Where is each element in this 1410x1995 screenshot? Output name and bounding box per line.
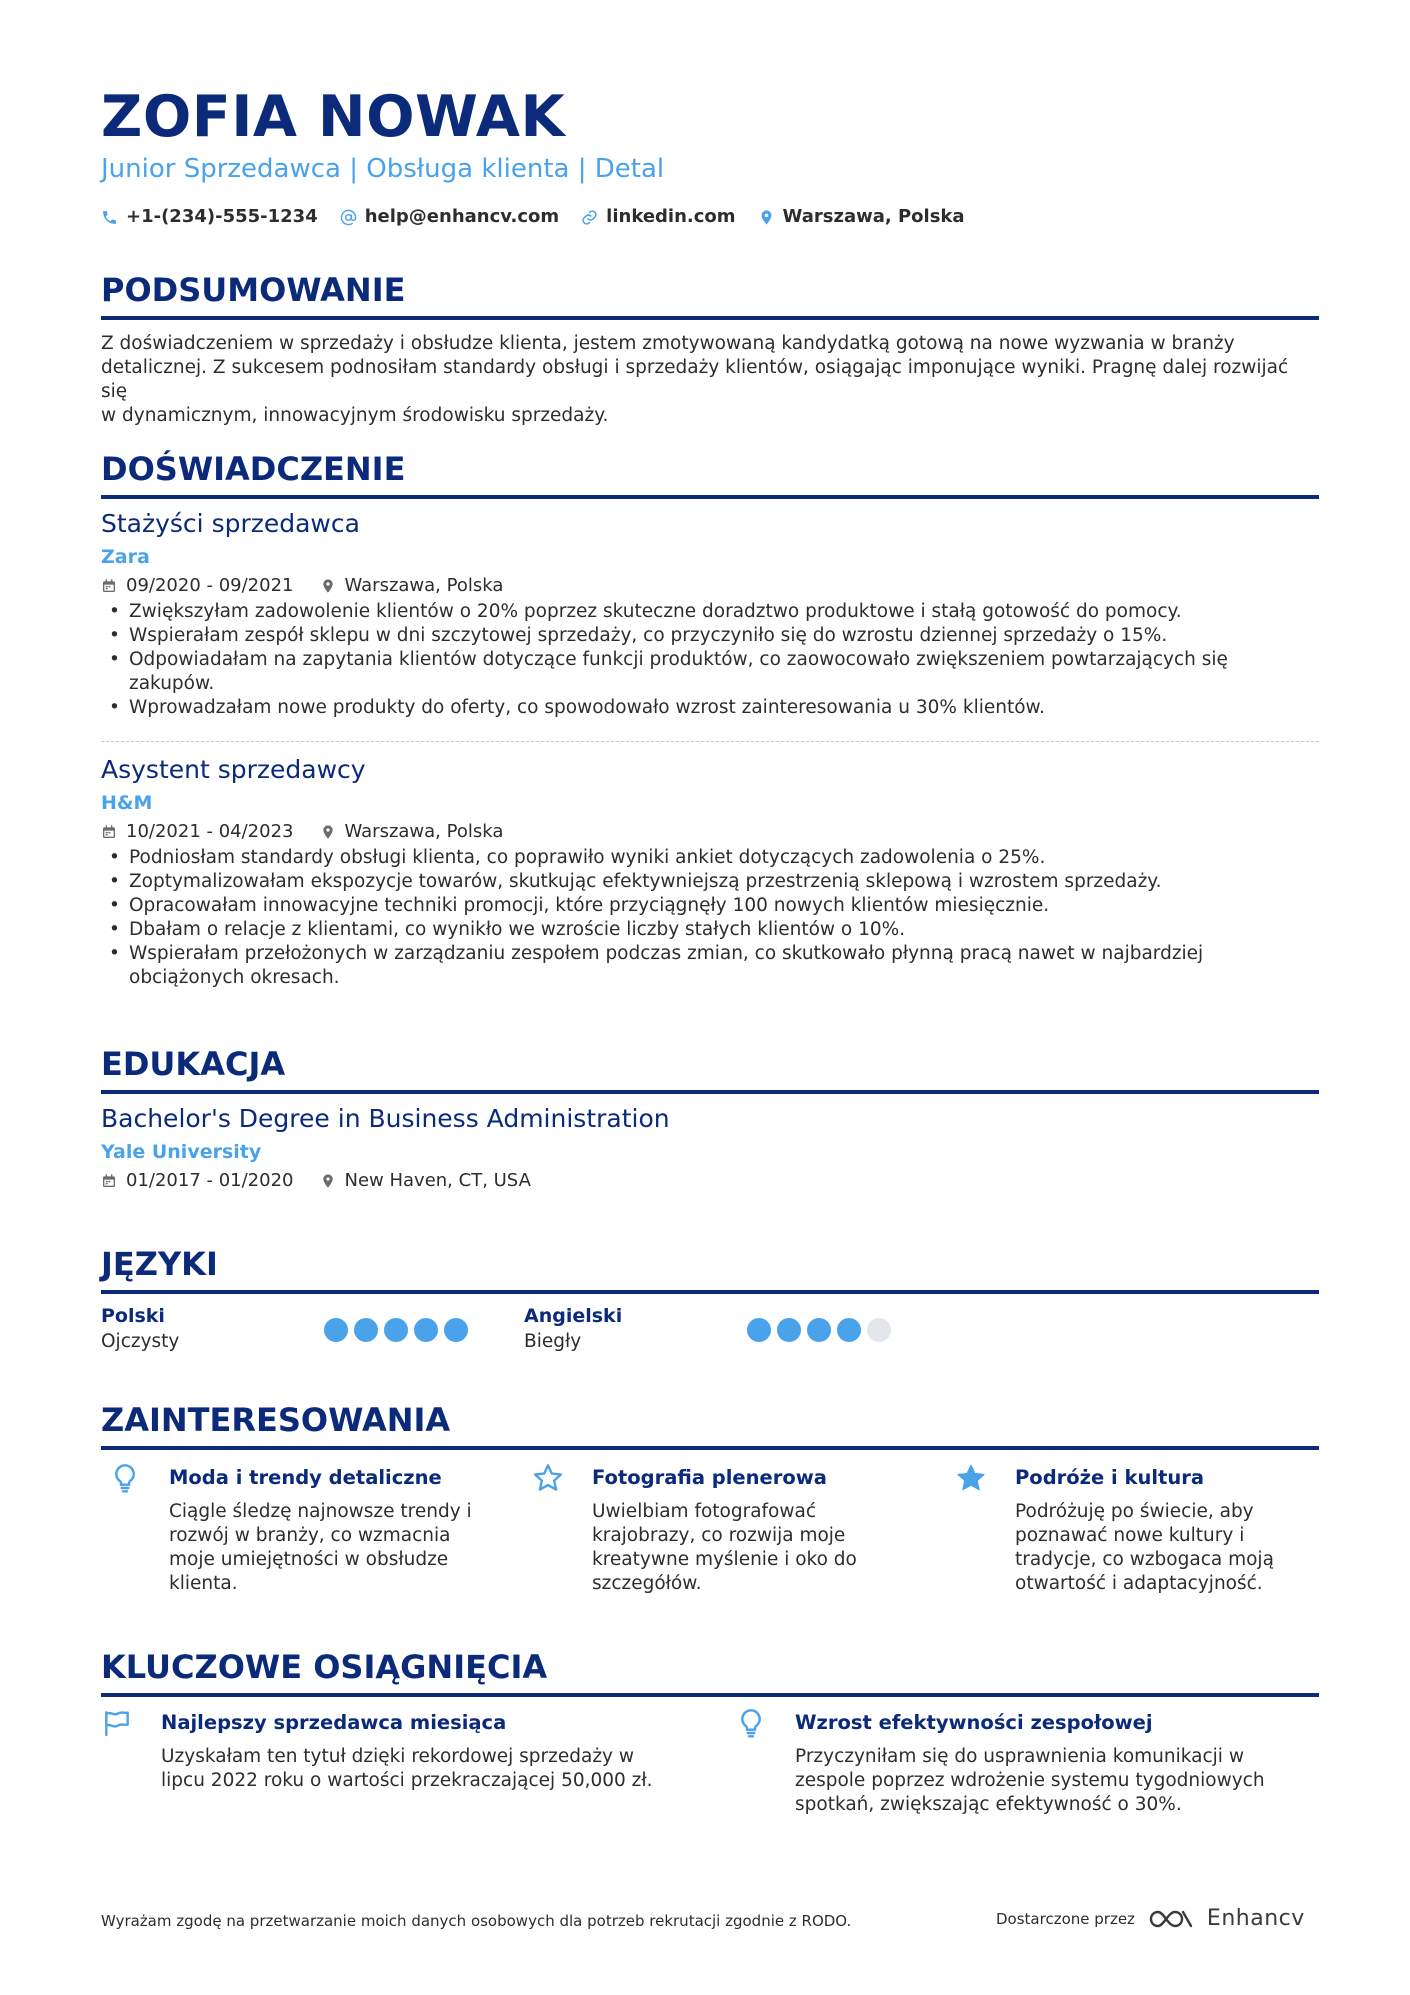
interest-line: rozwój w branży, co wzmacnia bbox=[169, 1525, 451, 1546]
language-name: Angielski bbox=[524, 1305, 623, 1327]
section-title-education: EDUKACJA bbox=[101, 1044, 1319, 1094]
education-entry bbox=[101, 1102, 1319, 1195]
star-outline-icon bbox=[532, 1462, 564, 1494]
job-bullet: • Odpowiadałam na zapytania klientów dotyczące funkcji produktów, co zaowocowało zwiększeniem powtarzających się zakupów. bbox=[101, 648, 1319, 696]
job-company: Zara bbox=[101, 546, 150, 568]
language-rating bbox=[324, 1318, 468, 1342]
rating-dot-filled bbox=[384, 1318, 408, 1342]
education-degree: Bachelor's Degree in Business Administration bbox=[101, 1104, 670, 1133]
achievement-line: Uzyskałam ten tytuł dzięki rekordowej sprzedaży w bbox=[161, 1746, 634, 1767]
contact-email[interactable] bbox=[340, 204, 559, 230]
language-level: Ojczysty bbox=[101, 1331, 180, 1352]
rating-dot-filled bbox=[414, 1318, 438, 1342]
interest-line: Uwielbiam fotografować bbox=[592, 1501, 817, 1522]
contact-phone[interactable] bbox=[101, 204, 318, 230]
job-location-text: Warszawa, Polska bbox=[344, 821, 504, 842]
job-company: H&M bbox=[101, 792, 153, 814]
job-dates bbox=[101, 572, 294, 600]
interest-text bbox=[169, 1500, 472, 1596]
powered-by-label: Dostarczone przez bbox=[996, 1910, 1135, 1928]
map-pin-icon bbox=[320, 824, 336, 840]
powered-by[interactable] bbox=[996, 1904, 1305, 1934]
education-meta bbox=[101, 1167, 1319, 1195]
job-location bbox=[320, 818, 504, 846]
location-text: Warszawa, Polska bbox=[782, 206, 965, 227]
achievement-line: zespole poprzez wdrożenie systemu tygodniowych bbox=[795, 1770, 1265, 1791]
linkedin-text: linkedin.com bbox=[606, 206, 736, 227]
interest-title: Podróże i kultura bbox=[1015, 1466, 1205, 1489]
achievement-line: spotkań, zwiększając efektywność o 30%. bbox=[795, 1794, 1182, 1815]
job-role: Stażyści sprzedawca bbox=[101, 509, 360, 538]
job-bullet: • Wprowadzałam nowe produkty do oferty, co spowodowało wzrost zainteresowania u 30% klientów. bbox=[101, 696, 1319, 720]
enhancv-logo-icon bbox=[1147, 1907, 1195, 1931]
candidate-name: ZOFIA NOWAK bbox=[101, 84, 566, 150]
achievement-text bbox=[795, 1745, 1265, 1817]
star-filled-icon bbox=[955, 1462, 987, 1494]
interest-line: tradycje, co wzbogaca moją bbox=[1015, 1549, 1274, 1570]
job-dates bbox=[101, 818, 294, 846]
rating-dot-empty bbox=[867, 1318, 891, 1342]
job-location bbox=[320, 572, 504, 600]
map-pin-icon bbox=[320, 578, 336, 594]
email-text: help@enhancv.com bbox=[364, 206, 560, 227]
job-bullet: • Opracowałam innowacyjne techniki promocji, które przyciągnęły 100 nowych klientów miesięcznie. bbox=[101, 894, 1319, 918]
achievement-line: Przyczyniłam się do usprawnienia komunikacji w bbox=[795, 1746, 1244, 1767]
interest-text bbox=[1015, 1500, 1274, 1596]
job-bullet: • Zoptymalizowałam ekspozycje towarów, skutkując efektywniejszą przestrzenią sklepową i wzrostem sprzedaży. bbox=[101, 870, 1319, 894]
calendar-icon bbox=[101, 824, 117, 840]
interest-line: poznawać nowe kultury i bbox=[1015, 1525, 1245, 1546]
rating-dot-filled bbox=[324, 1318, 348, 1342]
achievement-line: lipcu 2022 roku o wartości przekraczającej 50,000 zł. bbox=[161, 1770, 653, 1791]
interest-text bbox=[592, 1500, 857, 1596]
rating-dot-filled bbox=[807, 1318, 831, 1342]
summary-line: detalicznej. Z sukcesem podnosiłam standardy obsługi i sprzedaży klientów, osiągając imponujące wyniki. Pragnę dalej rozwijać się bbox=[101, 357, 1289, 402]
rating-dot-filled bbox=[444, 1318, 468, 1342]
rating-dot-filled bbox=[837, 1318, 861, 1342]
map-pin-icon bbox=[758, 209, 775, 226]
language-level: Biegły bbox=[524, 1331, 582, 1352]
section-title-languages: JĘZYKI bbox=[101, 1244, 1319, 1294]
section-title-experience: DOŚWIADCZENIE bbox=[101, 449, 1319, 499]
job-dates-text: 10/2021 - 04/2023 bbox=[126, 821, 294, 842]
at-sign-icon bbox=[340, 209, 357, 226]
flag-icon bbox=[101, 1707, 133, 1739]
contact-bar bbox=[101, 204, 965, 230]
phone-text: +1-(234)-555-1234 bbox=[126, 206, 318, 227]
language-item bbox=[101, 1303, 179, 1355]
phone-icon bbox=[101, 209, 118, 226]
education-school: Yale University bbox=[101, 1141, 262, 1163]
interest-title: Fotografia plenerowa bbox=[592, 1466, 827, 1489]
job-bullet: • Podniosłam standardy obsługi klienta, co poprawiło wyniki ankiet dotyczących zadowolenia o 25%. bbox=[101, 846, 1319, 870]
summary-text bbox=[101, 332, 1319, 428]
job-role: Asystent sprzedawcy bbox=[101, 755, 366, 784]
job-bullet: • Wspierałam przełożonych w zarządzaniu zespołem podczas zmian, co skutkowało płynną pracą nawet w najbardziej obciążonych okresach. bbox=[101, 942, 1319, 990]
interest-line: moje umiejętności w obsłudze bbox=[169, 1549, 449, 1570]
calendar-icon bbox=[101, 578, 117, 594]
education-location bbox=[320, 1167, 531, 1195]
job-meta bbox=[101, 572, 1319, 600]
job-bullet: • Zwiększyłam zadowolenie klientów o 20% poprzez skuteczne doradztwo produktowe i stałą gotowość do pomocy. bbox=[101, 600, 1319, 624]
language-item bbox=[524, 1303, 622, 1355]
candidate-headline: Junior Sprzedawca | Obsługa klienta | Detal bbox=[101, 154, 665, 184]
education-location-text: New Haven, CT, USA bbox=[344, 1170, 531, 1191]
job-dates-text: 09/2020 - 09/2021 bbox=[126, 575, 294, 596]
link-icon bbox=[581, 209, 598, 226]
lightbulb-icon bbox=[735, 1707, 767, 1739]
contact-linkedin[interactable] bbox=[581, 204, 735, 230]
interest-title: Moda i trendy detaliczne bbox=[169, 1466, 442, 1489]
language-name: Polski bbox=[101, 1305, 165, 1327]
job-bullet: • Wspierałam zespół sklepu w dni szczytowej sprzedaży, co przyczyniło się do wzrostu dziennej sprzedaży o 15%. bbox=[101, 624, 1319, 648]
map-pin-icon bbox=[320, 1173, 336, 1189]
interest-line: szczegółów. bbox=[592, 1573, 702, 1594]
interest-line: Ciągle śledzę najnowsze trendy i bbox=[169, 1501, 472, 1522]
interest-line: Podróżuję po świecie, aby bbox=[1015, 1501, 1254, 1522]
job-divider bbox=[101, 741, 1319, 742]
language-rating bbox=[747, 1318, 891, 1342]
job-bullets bbox=[101, 846, 1319, 990]
job-bullets bbox=[101, 600, 1319, 720]
summary-line: w dynamicznym, innowacyjnym środowisku sprzedaży. bbox=[101, 405, 609, 426]
job-location-text: Warszawa, Polska bbox=[344, 575, 504, 596]
rating-dot-filled bbox=[354, 1318, 378, 1342]
achievement-text bbox=[161, 1745, 653, 1793]
rating-dot-filled bbox=[747, 1318, 771, 1342]
section-title-summary: PODSUMOWANIE bbox=[101, 270, 1319, 320]
achievement-title: Wzrost efektywności zespołowej bbox=[795, 1711, 1153, 1734]
gdpr-consent: Wyrażam zgodę na przetwarzanie moich danych osobowych dla potrzeb rekrutacji zgodnie z RODO. bbox=[101, 1912, 852, 1930]
education-dates bbox=[101, 1167, 294, 1195]
section-title-achievements: KLUCZOWE OSIĄGNIĘCIA bbox=[101, 1647, 1319, 1697]
interest-line: otwartość i adaptacyjność. bbox=[1015, 1573, 1263, 1594]
brand-name: Enhancv bbox=[1206, 1906, 1305, 1931]
interest-line: krajobrazy, co rozwija moje bbox=[592, 1525, 846, 1546]
contact-location bbox=[758, 204, 965, 230]
education-dates-text: 01/2017 - 01/2020 bbox=[126, 1170, 294, 1191]
lightbulb-icon bbox=[109, 1462, 141, 1494]
job-entry bbox=[101, 753, 1319, 990]
calendar-icon bbox=[101, 1173, 117, 1189]
interest-line: klienta. bbox=[169, 1573, 238, 1594]
rating-dot-filled bbox=[777, 1318, 801, 1342]
summary-line: Z doświadczeniem w sprzedaży i obsłudze klienta, jestem zmotywowaną kandydatką gotową na nowe wyzwania w branży bbox=[101, 333, 1235, 354]
interest-line: kreatywne myślenie i oko do bbox=[592, 1549, 857, 1570]
job-meta bbox=[101, 818, 1319, 846]
section-title-interests: ZAINTERESOWANIA bbox=[101, 1400, 1319, 1450]
job-entry bbox=[101, 507, 1319, 720]
achievement-title: Najlepszy sprzedawca miesiąca bbox=[161, 1711, 507, 1734]
job-bullet: • Dbałam o relacje z klientami, co wynikło we wzroście liczby stałych klientów o 10%. bbox=[101, 918, 1319, 942]
